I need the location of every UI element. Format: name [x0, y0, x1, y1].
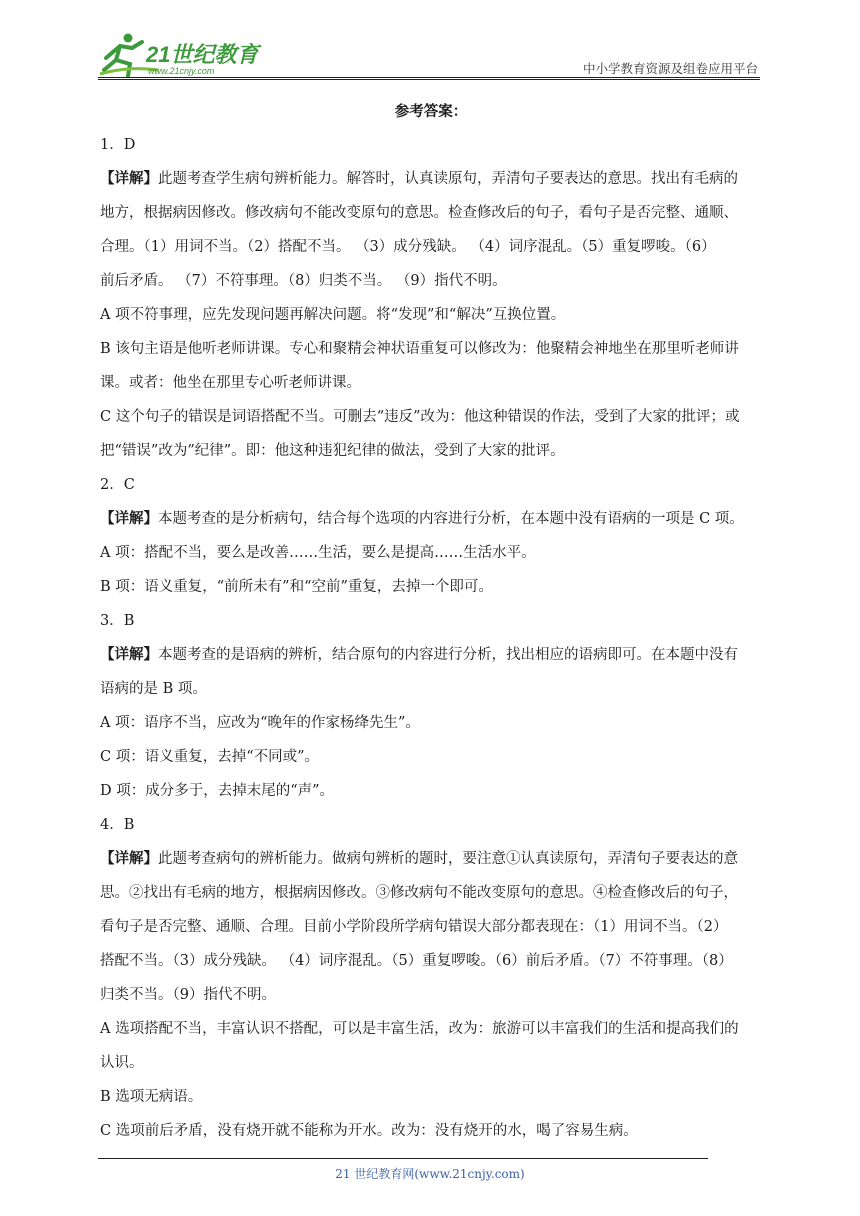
detail-tag: 【详解】	[100, 646, 158, 663]
detail-tag: 【详解】	[100, 170, 158, 187]
q4-option-b: B 选项无病语。	[100, 1089, 203, 1105]
site-logo	[98, 30, 268, 80]
footer-link[interactable]: 21 世纪教育网(www.21cnjy.com)	[335, 1167, 525, 1181]
detail-tag: 【详解】	[100, 510, 158, 527]
q1-detail-line: 地方，根据病因修改。修改病句不能改变原句的意思。检查修改后的句子，看句子是否完整、通顺、	[100, 205, 738, 221]
q4-option-c: C 选项前后矛盾，没有烧开就不能称为开水。改为：没有烧开的水，喝了容易生病。	[100, 1123, 638, 1139]
q3-option-a: A 项：语序不当，应改为“晚年的作家杨绛先生”。	[100, 715, 420, 731]
q3-detail-line: 【详解】本题考查的是语病的辨析，结合原句的内容进行分析，找出相应的语病即可。在本题中没有	[100, 646, 738, 663]
page-title: 参考答案：	[394, 103, 468, 120]
q1-detail-line: 前后矛盾。 （7）不符事理。（8）归类不当。 （9）指代不明。	[100, 273, 507, 289]
q1-detail-line: 【详解】此题考查学生病句辨析能力。解答时，认真读原句，弄清句子要表达的意思。找出有毛病的	[100, 170, 738, 187]
q1-option-c-cont: 把“错误”改为”纪律”。即：他这种违犯纪律的做法，受到了大家的批评。	[100, 443, 565, 459]
q4-detail-line: 【详解】此题考查病句的辨析能力。做病句辨析的题时，要注意①认真读原句，弄清句子要表达的意	[100, 850, 738, 867]
q1-answer: 1．D	[100, 137, 136, 153]
footer-divider	[98, 1158, 708, 1159]
q2-option-b: B 项：语义重复，“前所未有”和“空前”重复，去掉一个即可。	[100, 579, 493, 595]
q1-option-a: A 项不符事理，应先发现问题再解决问题。将“发现”和“解决”互换位置。	[100, 307, 566, 323]
logo-url: www.21cnjy.com	[148, 66, 215, 76]
q1-option-b-cont: 课。或者：他坐在那里专心听老师讲课。	[100, 375, 361, 391]
q3-detail-line: 语病的是 B 项。	[100, 681, 207, 697]
q3-option-d: D 项：成分多于，去掉末尾的“声”。	[100, 783, 335, 799]
q4-detail-line: 归类不当。（9）指代不明。	[100, 987, 276, 1003]
q4-option-a-cont: 认识。	[100, 1055, 144, 1071]
q4-detail-line: 看句子是否完整、通顺、合理。目前小学阶段所学病句错误大部分都表现在：（1）用词不当。（2）	[100, 919, 728, 935]
q3-option-c: C 项：语义重复，去掉“不同或”。	[100, 749, 320, 765]
q4-detail-line: 思。②找出有毛病的地方，根据病因修改。③修改病句不能改变原句的意思。④检查修改后的句子，	[100, 885, 738, 901]
platform-name: 中小学教育资源及组卷应用平台	[582, 61, 758, 76]
q4-answer: 4．B	[100, 817, 135, 833]
answer-key	[100, 96, 762, 1148]
q2-detail-line: 【详解】本题考查的是分析病句，结合每个选项的内容进行分析，在本题中没有语病的一项是 C 项。	[100, 510, 744, 527]
q4-detail-line: 搭配不当。（3）成分残缺。 （4）词序混乱。（5）重复啰唆。（6）前后矛盾。（7）不符事理。（8）	[100, 953, 733, 969]
q1-detail-line: 合理。（1）用词不当。（2）搭配不当。 （3）成分残缺。 （4）词序混乱。（5）重复啰唆。（6）	[100, 239, 716, 255]
q3-answer: 3．B	[100, 613, 135, 629]
q1-option-c: C 这个句子的错误是词语搭配不当。可删去“违反”改为：他这种错误的作法，受到了大家的批评；或	[100, 409, 740, 425]
detail-tag: 【详解】	[100, 850, 158, 867]
q4-option-a: A 选项搭配不当，丰富认识不搭配，可以是丰富生活，改为：旅游可以丰富我们的生活和提高我们的	[100, 1021, 739, 1037]
logo-text: 21世纪教育	[146, 42, 259, 67]
page-header	[98, 30, 758, 80]
q1-option-b: B 该句主语是他听老师讲课。专心和聚精会神状语重复可以修改为：他聚精会神地坐在那里听老师讲	[100, 341, 739, 357]
header-divider-2	[98, 79, 760, 80]
q2-option-a: A 项：搭配不当，要么是改善……生活，要么是提高……生活水平。	[100, 545, 536, 561]
header-divider	[98, 77, 760, 78]
q2-answer: 2．C	[100, 477, 135, 493]
